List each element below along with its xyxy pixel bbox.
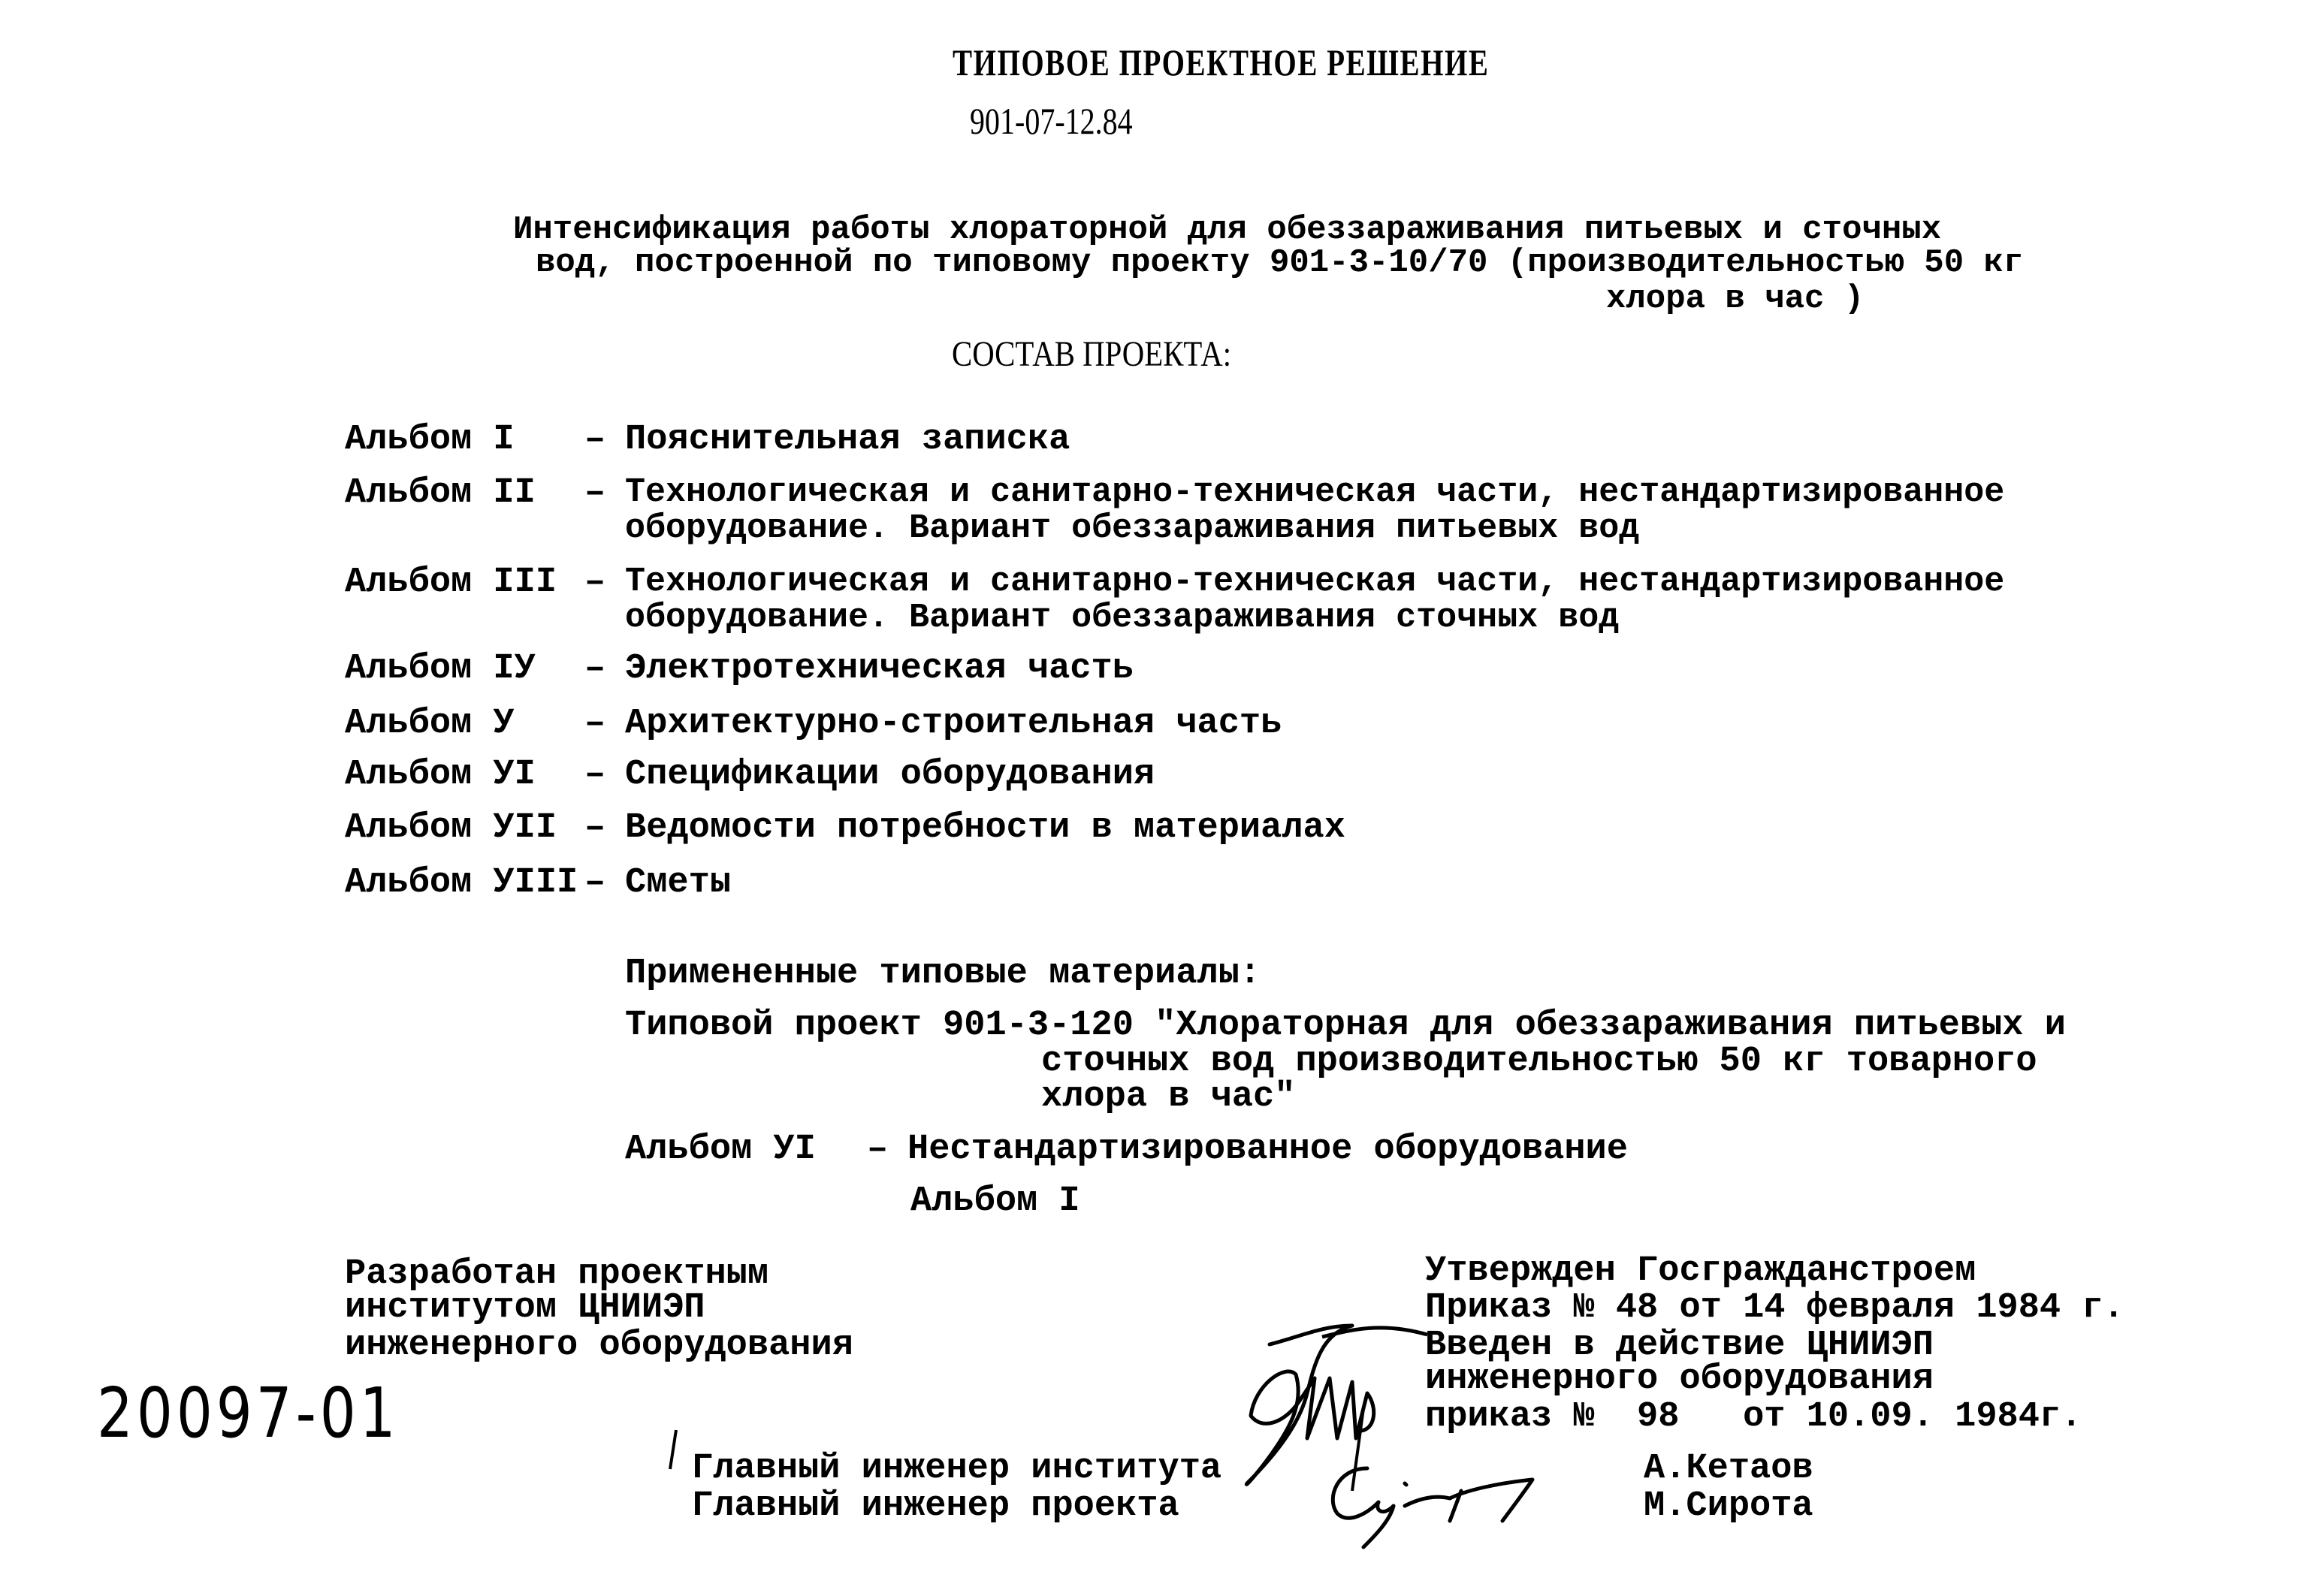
- document-code: 901-07-12.84: [970, 100, 1133, 142]
- album-dash: –: [584, 808, 606, 848]
- signature-name-2: М.Сирота: [1644, 1486, 1813, 1526]
- subject-line-3: хлора в час ): [1606, 280, 1865, 318]
- album-dash: –: [584, 863, 606, 903]
- album-dash: –: [584, 704, 606, 744]
- applied-materials-heading: Примененные типовые материалы:: [625, 954, 1261, 994]
- album-description: Технологическая и санитарно-техническая части, нестандартизированное: [625, 473, 2005, 511]
- signature-name-1: А.Кетаов: [1644, 1449, 1813, 1489]
- developer-line-2: институтом ЦНИИЭП: [345, 1288, 705, 1328]
- album-label: Альбом I: [345, 420, 515, 460]
- signature-role-1: Главный инженер института: [692, 1449, 1222, 1489]
- album-description: Технологическая и санитарно-техническая части, нестандартизированное: [625, 563, 2005, 601]
- album-description: Архитектурно-строительная часть: [625, 704, 1282, 744]
- album-label: Альбом УIII: [345, 863, 578, 903]
- album-label: Альбом III: [345, 563, 557, 602]
- applied-album-label: Альбом УI: [625, 1130, 816, 1169]
- album-description-cont: оборудование. Вариант обеззараживания сточных вод: [625, 599, 1620, 637]
- album-description: Ведомости потребности в материалах: [625, 808, 1345, 848]
- album-dash: –: [584, 649, 606, 689]
- developer-line-3: инженерного оборудования: [345, 1326, 853, 1365]
- approval-line-2: Приказ № 48 от 14 февраля 1984 г.: [1425, 1288, 2124, 1328]
- applied-album-description: Нестандартизированное оборудование: [907, 1130, 1628, 1169]
- approval-line-3: Введен в действие ЦНИИЭП: [1425, 1326, 1934, 1365]
- applied-album-dash: –: [867, 1130, 889, 1169]
- approval-line-5: приказ № 98 от 10.09. 1984г.: [1425, 1397, 2082, 1437]
- signature-sirota-icon: [1322, 1461, 1570, 1551]
- album-label: Альбом II: [345, 473, 536, 513]
- approval-line-4: инженерного оборудования: [1425, 1359, 1934, 1399]
- album-label: Альбом У: [345, 704, 515, 744]
- album-label: Альбом УII: [345, 808, 557, 848]
- developer-line-1: Разработан проектным: [345, 1254, 769, 1294]
- album-label: Альбом IУ: [345, 649, 536, 689]
- album-description: Спецификации оборудования: [625, 755, 1155, 795]
- subject-line-2: вод, построенной по типовому проекту 901-3-10/70 (производительностью 50 кг: [536, 244, 2024, 282]
- album-label: Альбом УI: [345, 755, 536, 795]
- album-description-cont: оборудование. Вариант обеззараживания питьевых вод: [625, 509, 1640, 548]
- album-dash: –: [584, 755, 606, 795]
- album-dash: –: [584, 473, 606, 513]
- applied-project-line-2: сточных вод производительностью 50 кг товарного: [1041, 1042, 2037, 1082]
- approval-line-1: Утвержден Госгражданстроем: [1425, 1251, 1976, 1291]
- album-dash: –: [584, 563, 606, 602]
- composition-heading: СОСТАВ ПРОЕКТА:: [952, 334, 1232, 374]
- album-description: Сметы: [625, 863, 732, 903]
- applied-album-sub: Альбом I: [910, 1181, 1080, 1221]
- applied-project-line-3: хлора в час": [1041, 1077, 1296, 1117]
- album-description: Электротехническая часть: [625, 649, 1134, 689]
- album-dash: –: [584, 420, 606, 460]
- applied-project-line-1: Типовой проект 901-3-120 "Хлораторная для обеззараживания питьевых и: [625, 1006, 2066, 1045]
- signature-role-2: Главный инженер проекта: [692, 1486, 1179, 1526]
- album-description: Пояснительная записка: [625, 420, 1070, 460]
- subject-line-1: Интенсификация работы хлораторной для обеззараживания питьевых и сточных: [513, 211, 1942, 249]
- stamp-number: 20097-01: [97, 1373, 400, 1453]
- document-title: ТИПОВОЕ ПРОЕКТНОЕ РЕШЕНИЕ: [953, 41, 1490, 83]
- tick-mark-icon: [661, 1427, 684, 1472]
